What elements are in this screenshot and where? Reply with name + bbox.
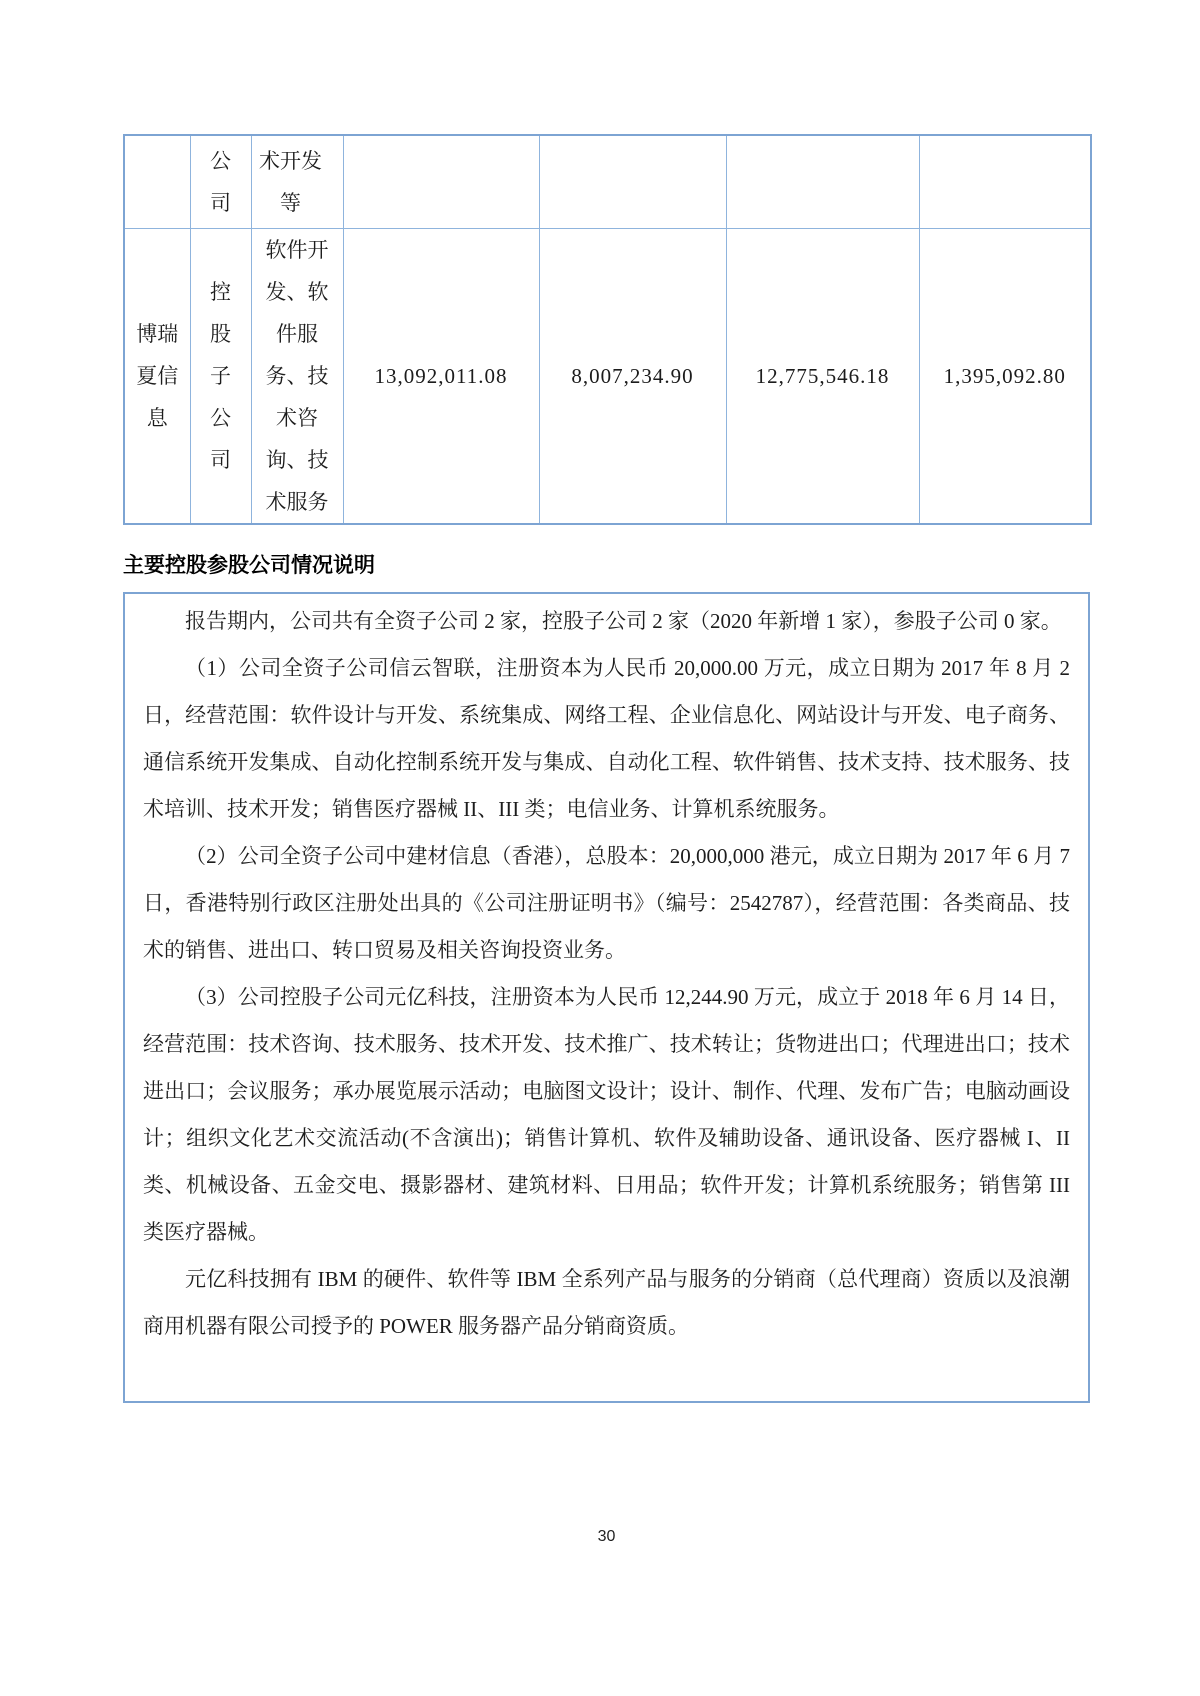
cell-value-1 [343,135,539,228]
cell-business-scope [251,228,343,524]
business-text: 软件开发、软件服务、技术咨询、技术服务 [265,237,329,514]
cell-business-scope [251,135,343,228]
relation-text: 控股子公司 [210,279,231,472]
relation-text: 公司 [210,148,231,215]
cell-value-4 [919,135,1091,228]
cell-value-1: 13,092,011.08 [343,228,539,524]
paragraph-subsidiary-2: （2）公司全资子公司中建材信息（香港），总股本：20,000,000 港元，成立日期为 2017 年 6 月 7 日，香港特别行政区注册处出具的《公司注册证明书》（编号：2542787），经营范围：各类商品、技术的销售、进出口、转口贸易及相关咨询投资业务。 [143,844,1070,962]
page-number: 30 [597,1528,616,1545]
section-text-box [123,592,1090,1403]
cell-value-3 [726,135,919,228]
cell-value-3: 12,775,546.18 [726,228,919,524]
paragraph-summary: 报告期内，公司共有全资子公司 2 家，控股子公司 2 家（2020 年新增 1 家），参股子公司 0 家。 [185,609,1062,633]
table-row-borui [124,228,1091,524]
company-name-text: 博瑞夏信息 [136,321,179,430]
subsidiary-table [123,134,1092,525]
cell-relation [190,135,251,228]
cell-company-name [124,228,190,524]
paragraph-subsidiary-1: （1）公司全资子公司信云智联，注册资本为人民币 20,000.00 万元，成立日期为 2017 年 8 月 2 日，经营范围：软件设计与开发、系统集成、网络工程、企业信息化、网站设计与开发、电子商务、通信系统开发集成、自动化控制系统开发与集成、自动化工程、软件销售、技术支持、技术服务、技术培训、技术开发；销售医疗器械 II、III 类；电信业务、计算机系统服务。 [143,656,1070,821]
business-text: 术开发等 [259,148,322,215]
cell-value-2: 8,007,234.90 [539,228,726,524]
section-heading: 主要控股参股公司情况说明 [123,554,375,577]
cell-company-name [124,135,190,228]
table-row-continuation [124,135,1091,228]
cell-value-4: 1,395,092.80 [919,228,1091,524]
cell-relation [190,228,251,524]
cell-value-2 [539,135,726,228]
paragraph-subsidiary-3: （3）公司控股子公司元亿科技，注册资本为人民币 12,244.90 万元，成立于 2018 年 6 月 14 日，经营范围：技术咨询、技术服务、技术开发、技术推广、技术转让；货物进出口；代理进出口；技术进出口；会议服务；承办展览展示活动；电脑图文设计；设计、制作、代理、发布广告；电脑动画设计；组织文化艺术交流活动(不含演出)；销售计算机、软件及辅助设备、通讯设备、医疗器械 I、II 类、机械设备、五金交电、摄影器材、建筑材料、日用品；软件开发；计算机系统服务；销售第 III 类医疗器械。 [143,985,1070,1244]
paragraph-qualifications: 元亿科技拥有 IBM 的硬件、软件等 IBM 全系列产品与服务的分销商（总代理商）资质以及浪潮商用机器有限公司授予的 POWER 服务器产品分销商资质。 [143,1267,1070,1338]
